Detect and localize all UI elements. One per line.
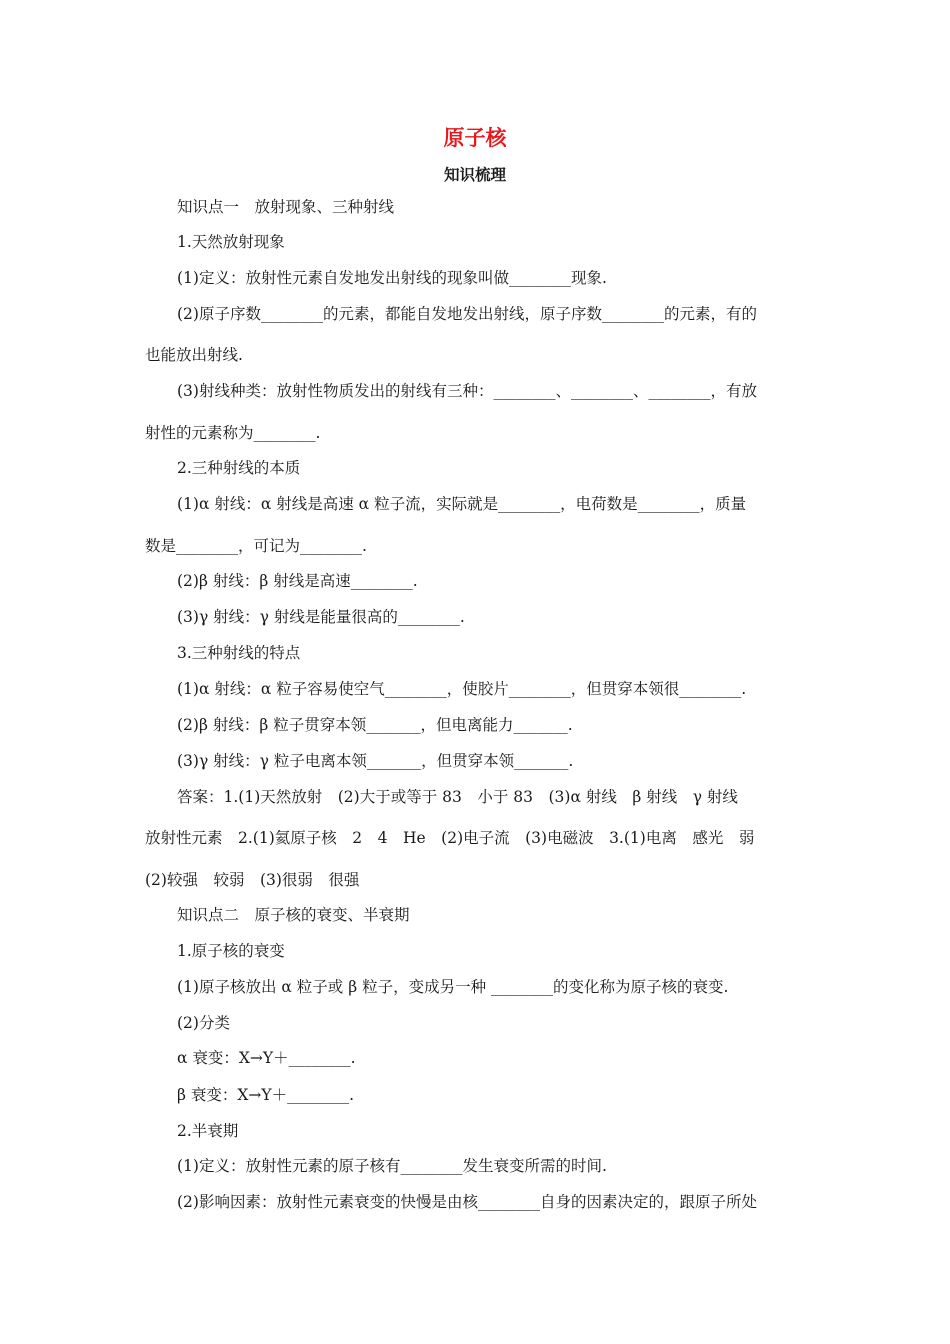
subsection-heading: 2.半衰期 bbox=[177, 1122, 239, 1140]
text-line: (1)定义：放射性元素自发地发出射线的现象叫做________现象. bbox=[177, 269, 607, 287]
text-line: (3)射线种类：放射性物质发出的射线有三种：________、________、________，有放 bbox=[177, 382, 757, 400]
text-line: (2)β 射线：β 粒子贯穿本领_______，但电离能力_______. bbox=[177, 716, 573, 734]
formula-line: α 衰变：X→Y＋________. bbox=[177, 1049, 356, 1067]
answer-line: 答案：1.(1)天然放射 (2)大于或等于 83 小于 83 (3)α 射线 β 射线 γ 射线 bbox=[177, 788, 738, 806]
subsection-heading: 1.天然放射现象 bbox=[177, 233, 285, 251]
text-line: (2)分类 bbox=[177, 1014, 230, 1032]
text-line: (2)原子序数________的元素，都能自发地发出射线，原子序数________的元素，有的 bbox=[177, 305, 757, 323]
text-line: (3)γ 射线：γ 射线是能量很高的________. bbox=[177, 608, 465, 626]
text-line: (1)α 射线：α 粒子容易使空气________，使胶片________，但贯穿本领很________. bbox=[177, 680, 747, 698]
text-line: (1)α 射线：α 射线是高速 α 粒子流，实际就是________，电荷数是________，质量 bbox=[177, 495, 747, 513]
subsection-heading: 3.三种射线的特点 bbox=[177, 644, 301, 662]
text-line: (2)影响因素：放射性元素衰变的快慢是由核________自身的因素决定的，跟原子所处 bbox=[177, 1193, 757, 1211]
formula-line: β 衰变：X→Y＋________. bbox=[177, 1086, 355, 1104]
text-line: (1)定义：放射性元素的原子核有________发生衰变所需的时间. bbox=[177, 1157, 607, 1175]
subsection-heading: 2.三种射线的本质 bbox=[177, 459, 301, 477]
knowledge-point-heading: 知识点二 原子核的衰变、半衰期 bbox=[177, 906, 410, 924]
text-line: (2)β 射线：β 射线是高速________. bbox=[177, 572, 418, 590]
text-line: 射性的元素称为________. bbox=[145, 424, 321, 442]
subsection-heading: 1.原子核的衰变 bbox=[177, 942, 285, 960]
text-line: 数是________，可记为________. bbox=[145, 537, 367, 555]
text-line: 也能放出射线. bbox=[145, 346, 243, 364]
page-title: 原子核 bbox=[443, 126, 507, 150]
section-heading: 知识梳理 bbox=[443, 166, 506, 184]
answer-line: 放射性元素 2.(1)氦原子核 2 4 He (2)电子流 (3)电磁波 3.(1)电离 感光 弱 bbox=[145, 829, 755, 847]
text-line: (3)γ 射线：γ 粒子电离本领_______，但贯穿本领_______. bbox=[177, 752, 574, 770]
knowledge-point-heading: 知识点一 放射现象、三种射线 bbox=[177, 198, 395, 216]
text-line: (1)原子核放出 α 粒子或 β 粒子，变成另一种 ________的变化称为原子核的衰变. bbox=[177, 978, 729, 996]
answer-line: (2)较强 较弱 (3)很弱 很强 bbox=[145, 871, 360, 889]
